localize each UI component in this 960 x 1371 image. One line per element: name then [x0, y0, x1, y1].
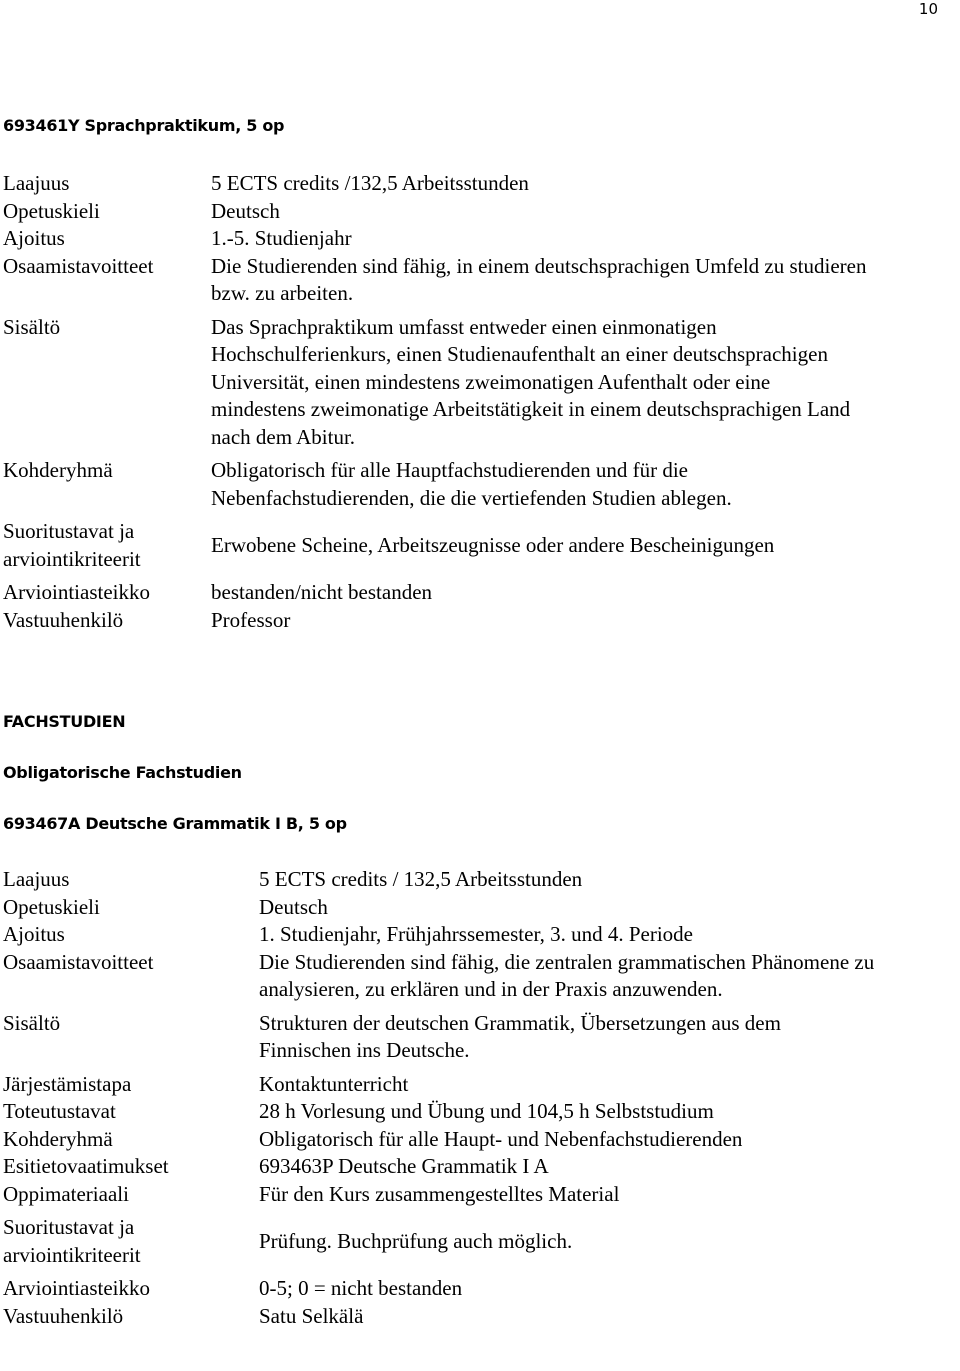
field-label: Osaamistavoitteet: [3, 949, 154, 974]
course-row: [3, 894, 874, 922]
course-row: [3, 253, 866, 314]
field-value: Deutsch: [259, 894, 328, 919]
course-row: [3, 170, 866, 198]
field-label: Sisältö: [3, 1010, 61, 1035]
field-value: Satu Selkälä: [259, 1303, 364, 1328]
course-row: [3, 866, 874, 894]
field-label: Kohderyhmä: [3, 1126, 113, 1151]
field-value: bestanden/nicht bestanden: [211, 580, 433, 604]
field-value: 28 h Vorlesung und Übung und 104,5 h Selbststudium: [259, 1099, 714, 1123]
subsection-title: Obligatorische Fachstudien: [3, 763, 242, 782]
field-value: 693463P Deutsche Grammatik I A: [259, 1154, 549, 1178]
course-row: [3, 225, 866, 253]
course-row: [3, 579, 866, 607]
course-row: [3, 1181, 874, 1215]
course-row: [3, 1098, 874, 1126]
field-label: Laajuus: [3, 171, 70, 195]
field-label: Laajuus: [3, 867, 70, 891]
field-value: Strukturen der deutschen Grammatik, Übersetzungen aus dem Finnischen ins Deutsche.: [259, 1010, 781, 1062]
field-value: Deutsch: [211, 198, 280, 223]
course-row: [3, 949, 874, 1010]
field-value: 1. Studienjahr, Frühjahrssemester, 3. und 4. Periode: [259, 922, 693, 946]
field-value: Die Studierenden sind fähig, die zentralen grammatischen Phänomene zu analysieren, zu erklären und in der Praxis anzuwenden.: [259, 949, 875, 1001]
field-label: Opetuskieli: [3, 894, 100, 919]
field-value: Professor: [211, 607, 291, 632]
field-value: Für den Kurs zusammengestelltes Material: [259, 1181, 620, 1206]
field-label: Suoritustavat ja arviointikriteerit: [3, 519, 141, 571]
field-label: Kohderyhmä: [3, 458, 113, 482]
field-label: Järjestämistapa: [3, 1071, 132, 1096]
field-value: 5 ECTS credits /132,5 Arbeitsstunden: [211, 171, 529, 195]
field-label: Esitietovaatimukset: [3, 1154, 169, 1178]
field-label: Osaamistavoitteet: [3, 253, 154, 278]
field-label: Arviointiasteikko: [3, 580, 150, 604]
course-row: [3, 314, 866, 458]
field-value: Das Sprachpraktikum umfasst entweder einen einmonatigen Hochschulferienkurs, einen Studienaufenthalt an einer deutschsprachigen Universität, einen mindestens zweimonatigen Aufenthalt oder eine mindestens zweimonatige Arbeitstätigkeit in einem deutschsprachigen Land nach dem Abitur.: [211, 314, 851, 449]
field-value: 1.-5. Studienjahr: [211, 226, 352, 250]
course-row: [3, 1010, 874, 1071]
field-label: Opetuskieli: [3, 198, 100, 223]
course-row: [3, 457, 866, 518]
field-value: Kontaktunterricht: [259, 1071, 409, 1096]
field-value: Die Studierenden sind fähig, in einem deutschsprachigen Umfeld zu studieren bzw. zu arbeiten.: [211, 253, 867, 305]
course-row: [3, 1126, 874, 1154]
field-label: Vastuuhenkilö: [3, 607, 124, 632]
field-label: Ajoitus: [3, 922, 65, 946]
course-row: [3, 607, 866, 635]
course-heading-grammatik: 693467A Deutsche Grammatik I B, 5 op: [3, 814, 347, 833]
field-value: Prüfung. Buchprüfung auch möglich.: [259, 1228, 573, 1253]
course-row: [3, 1275, 874, 1303]
course-table-sprachpraktikum: [3, 170, 866, 634]
course-row: [3, 921, 874, 949]
field-value: Obligatorisch für alle Hauptfachstudierenden und für die Nebenfachstudierenden, die die vertiefenden Studien ablegen.: [211, 458, 732, 510]
field-label: Sisältö: [3, 314, 61, 339]
field-value: Erwobene Scheine, Arbeitszeugnisse oder andere Bescheinigungen: [211, 532, 775, 557]
course-row: [3, 1071, 874, 1099]
course-row: [3, 518, 866, 579]
field-label: Vastuuhenkilö: [3, 1303, 124, 1328]
course-heading-sprachpraktikum: 693461Y Sprachpraktikum, 5 op: [3, 116, 285, 135]
field-label: Oppimateriaali: [3, 1181, 129, 1206]
page-number: 10: [918, 0, 938, 18]
field-label: Ajoitus: [3, 226, 65, 250]
field-value: 0-5; 0 = nicht bestanden: [259, 1276, 463, 1300]
course-table-grammatik: [3, 866, 874, 1330]
field-value: 5 ECTS credits / 132,5 Arbeitsstunden: [259, 867, 583, 891]
field-label: Suoritustavat ja arviointikriteerit: [3, 1215, 141, 1267]
course-row: [3, 1214, 874, 1275]
section-title: FACHSTUDIEN: [3, 712, 126, 731]
field-label: Toteutustavat: [3, 1099, 116, 1123]
course-row: [3, 198, 866, 226]
field-label: Arviointiasteikko: [3, 1276, 150, 1300]
course-row: [3, 1303, 874, 1331]
field-value: Obligatorisch für alle Haupt- und Nebenfachstudierenden: [259, 1126, 743, 1151]
course-row: [3, 1153, 874, 1181]
